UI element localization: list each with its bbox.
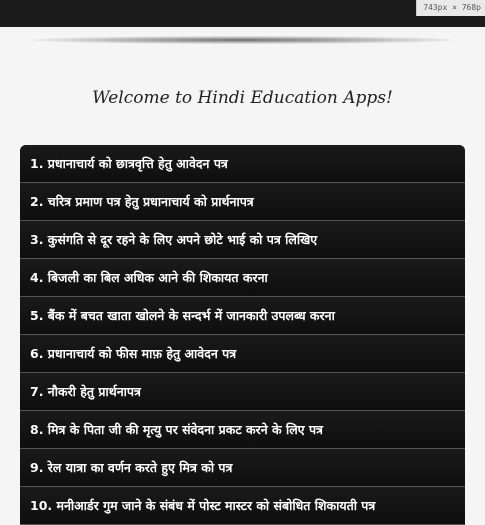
header-shadow-divider <box>30 36 455 44</box>
list-item[interactable] <box>20 183 465 221</box>
list-item-label: 6. प्रधानाचार्य को फीस माफ़ हेतु आवेदन पत्र <box>30 346 237 361</box>
list-item[interactable] <box>20 145 465 183</box>
browser-top-bar <box>0 0 485 27</box>
list-item-label: 3. कुसंगति से दूर रहने के लिए अपने छोटे भाई को पत्र लिखिए <box>30 232 318 247</box>
dimensions-badge: 743px × 768p <box>416 0 485 16</box>
list-item[interactable] <box>20 411 465 449</box>
list-item-label: 10. मनीआर्डर गुम जाने के संबंध में पोस्ट मास्टर को संबोधित शिकायती पत्र <box>30 498 376 513</box>
list-item-label: 5. बैंक में बचत खाता खोलने के सन्दर्भ में जानकारी उपलब्ध करना <box>30 308 335 323</box>
list-item[interactable] <box>20 335 465 373</box>
list-item[interactable] <box>20 297 465 335</box>
list-item[interactable] <box>20 487 465 525</box>
list-item[interactable] <box>20 449 465 487</box>
letter-list <box>20 145 465 525</box>
list-item[interactable] <box>20 259 465 297</box>
list-item-label: 8. मित्र के पिता जी की मृत्यु पर संवेदना प्रकट करने के लिए पत्र <box>30 422 323 437</box>
list-item-label: 9. रेल यात्रा का वर्णन करते हुए मित्र को पत्र <box>30 460 233 475</box>
welcome-heading: Welcome to Hindi Education Apps! <box>92 88 393 108</box>
list-item[interactable] <box>20 221 465 259</box>
list-item-label: 2. चरित्र प्रमाण पत्र हेतु प्रधानाचार्य को प्रार्थनापत्र <box>30 194 254 209</box>
list-item-label: 1. प्रधानाचार्य को छात्रवृत्ति हेतु आवेदन पत्र <box>30 156 228 171</box>
list-item-label: 4. बिजली का बिल अधिक आने की शिकायत करना <box>30 270 268 285</box>
list-item[interactable] <box>20 373 465 411</box>
list-item-label: 7. नौकरी हेतु प्रार्थनापत्र <box>30 384 141 399</box>
